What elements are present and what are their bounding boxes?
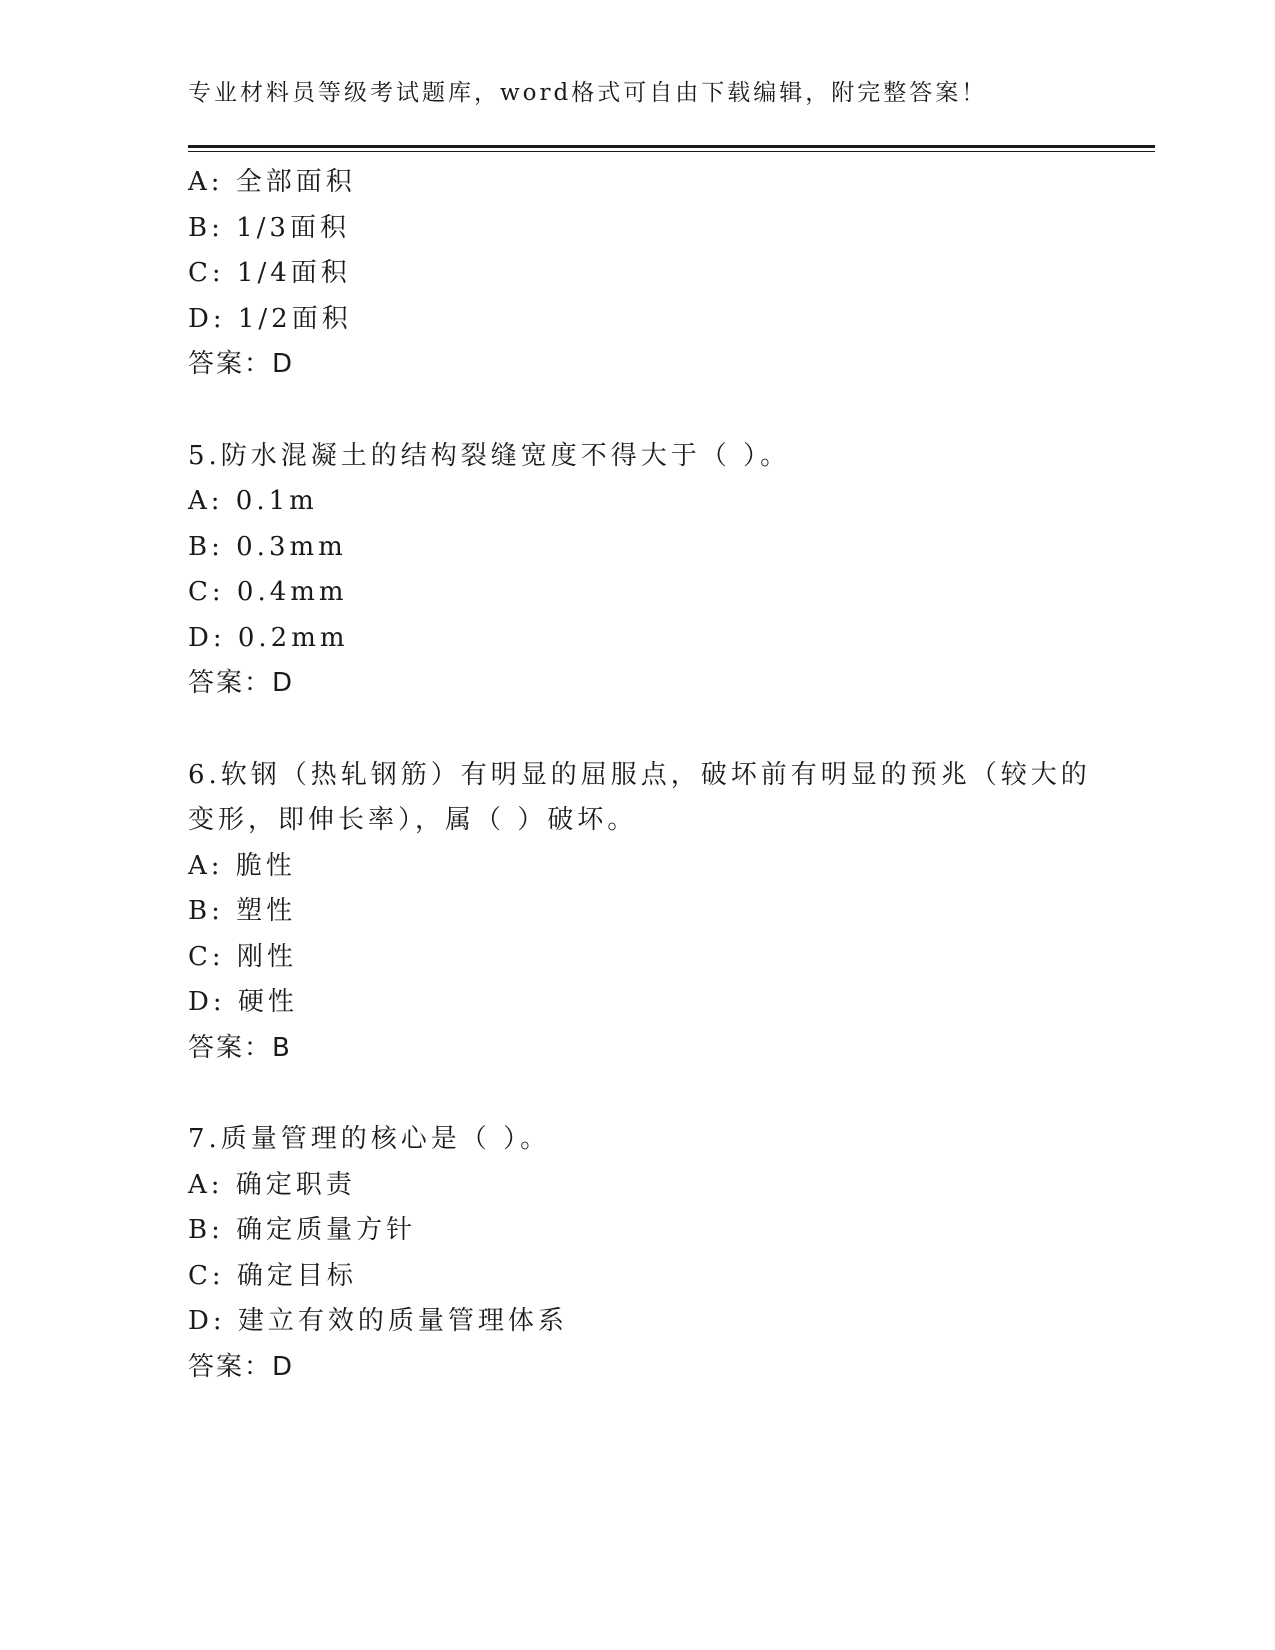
- question-stem: 7.质量管理的核心是（ ）。: [188, 1124, 551, 1154]
- spacer: [188, 1071, 1088, 1117]
- option-a: A: 确定职责: [188, 1169, 356, 1200]
- header-rule-thick: [188, 145, 1155, 148]
- question-stem-continued: 变形，即伸长率），属（ ）破坏。: [188, 805, 638, 835]
- question-5: [188, 434, 1088, 707]
- header-rule-thin: [188, 151, 1155, 152]
- answer-line: 答案：D: [188, 349, 295, 379]
- option-c: C: 确定目标: [188, 1260, 357, 1291]
- page-header: 专业材料员等级考试题库，word格式可自由下载编辑，附完整答案！: [188, 80, 988, 106]
- question-7: [188, 1117, 1088, 1390]
- answer-line: 答案：D: [188, 1351, 295, 1382]
- question-stem: 5.防水混凝土的结构裂缝宽度不得大于（ ）。: [188, 440, 791, 471]
- option-c: C: 0.4mm: [188, 577, 348, 607]
- option-c: C: 1/4面积: [188, 258, 351, 288]
- answer-line: 答案：B: [188, 1032, 292, 1063]
- option-b: B: 0.3mm: [188, 531, 347, 562]
- question-stem: 6.软钢（热轧钢筋）有明显的屈服点，破坏前有明显的预兆（较大的: [188, 759, 1091, 790]
- option-a: A: 0.1m: [188, 486, 318, 516]
- answer-line: 答案：D: [188, 668, 295, 698]
- question-4-continued: [188, 160, 1088, 388]
- option-a: A: 全部面积: [188, 167, 356, 197]
- option-d: D: 建立有效的质量管理体系: [188, 1306, 568, 1336]
- option-d: D: 1/2面积: [188, 303, 352, 334]
- option-b: B: 确定质量方针: [188, 1215, 417, 1245]
- spacer: [188, 388, 1088, 434]
- spacer: [188, 707, 1088, 753]
- question-content: [188, 160, 1091, 1390]
- option-c: C: 刚性: [188, 941, 297, 972]
- option-b: B: 1/3面积: [188, 212, 350, 243]
- option-d: D: 硬性: [188, 987, 298, 1017]
- option-d: D: 0.2mm: [188, 622, 349, 653]
- option-b: B: 塑性: [188, 896, 297, 926]
- option-a: A: 脆性: [188, 850, 296, 881]
- question-6: [188, 753, 1091, 1072]
